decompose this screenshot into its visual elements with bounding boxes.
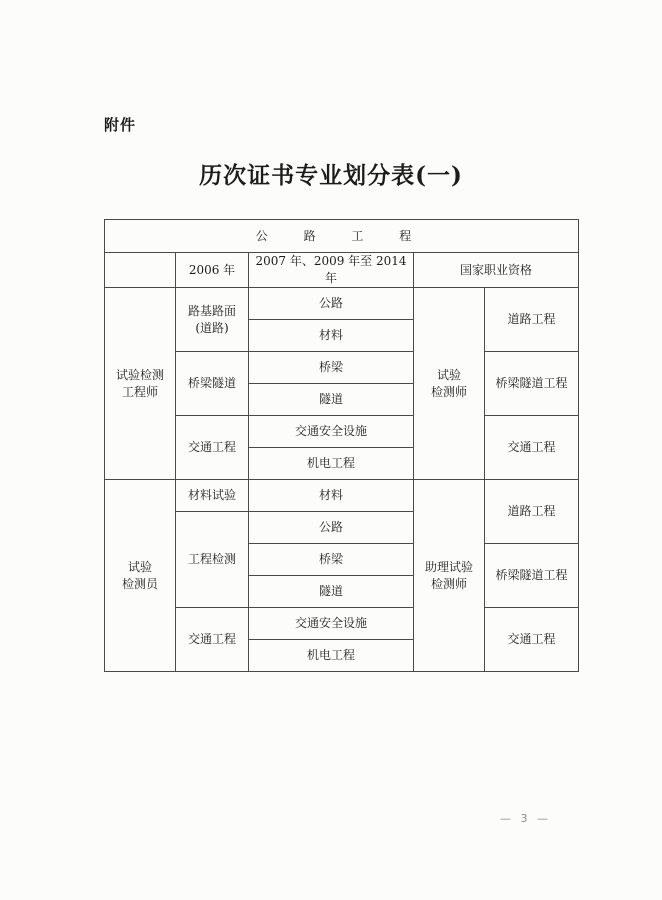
- group2-national-item-2: 桥梁隧道工程: [485, 544, 579, 608]
- group2-cert-2006: 试验 检测员: [105, 480, 176, 672]
- group2-national-item-3: 交通工程: [485, 608, 579, 672]
- group1-c-item-1: 交通安全设施: [249, 416, 414, 448]
- group1-cert-2006: 试验检测 工程师: [105, 288, 176, 480]
- group2-national-cert: 助理试验 检测师: [414, 480, 485, 672]
- group2-national-item-1: 道路工程: [485, 480, 579, 544]
- header-2006: 2006 年: [176, 253, 249, 288]
- group1-national-item-3: 交通工程: [485, 416, 579, 480]
- group1-national-cert: 试验 检测师: [414, 288, 485, 480]
- table-row: [105, 352, 579, 384]
- group1-a-item-1: 公路: [249, 288, 414, 320]
- section-header: 公 路 工 程: [105, 220, 579, 253]
- page-number: — 3 —: [500, 812, 551, 825]
- table-column-header-row: [105, 253, 579, 288]
- table-row: [105, 288, 579, 320]
- table-row: [105, 480, 579, 512]
- table-row: [105, 608, 579, 640]
- group2-c-item-1: 交通安全设施: [249, 608, 414, 640]
- header-national: 国家职业资格: [414, 253, 579, 288]
- group1-specialty-b: 桥梁隧道: [176, 352, 249, 416]
- group2-b-item-1: 公路: [249, 512, 414, 544]
- header-2007-2014: 2007 年、2009 年至 2014 年: [249, 253, 414, 288]
- group2-specialty-a: 材料试验: [176, 480, 249, 512]
- group2-b-item-2: 桥梁: [249, 544, 414, 576]
- group2-specialty-c: 交通工程: [176, 608, 249, 672]
- header-empty-cell: [105, 253, 176, 288]
- group1-specialty-a: 路基路面 (道路): [176, 288, 249, 352]
- group2-b-item-3: 隧道: [249, 576, 414, 608]
- group2-c-item-2: 机电工程: [249, 640, 414, 672]
- group1-national-item-1: 道路工程: [485, 288, 579, 352]
- group1-national-item-2: 桥梁隧道工程: [485, 352, 579, 416]
- group1-b-item-1: 桥梁: [249, 352, 414, 384]
- group1-c-item-2: 机电工程: [249, 448, 414, 480]
- table-row: [105, 416, 579, 448]
- annex-label: 附件: [104, 116, 137, 134]
- group1-a-item-2: 材料: [249, 320, 414, 352]
- specialty-table: [104, 219, 579, 672]
- group2-specialty-b: 工程检测: [176, 512, 249, 608]
- group2-a-item-1: 材料: [249, 480, 414, 512]
- page-title: 历次证书专业划分表(一): [199, 162, 463, 189]
- group1-b-item-2: 隧道: [249, 384, 414, 416]
- table-header-row: [105, 220, 579, 253]
- group1-specialty-c: 交通工程: [176, 416, 249, 480]
